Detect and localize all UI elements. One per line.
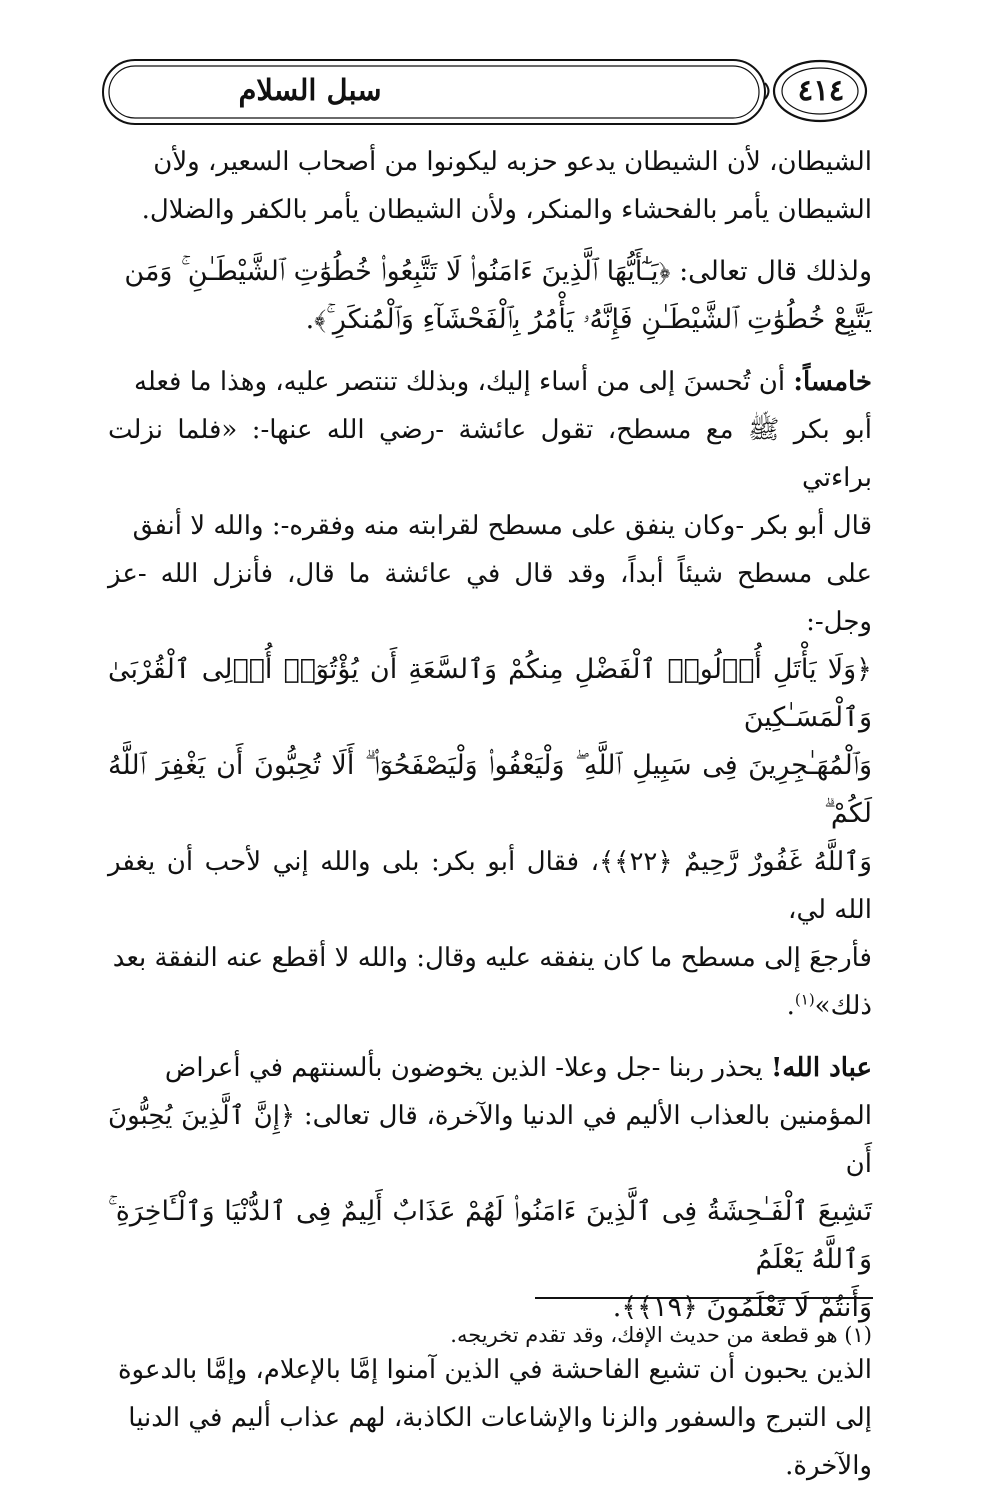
text-span: يحذر ربنا -جل وعلا- الذين يخوضون بألسنتهم في أعراض bbox=[164, 1053, 771, 1083]
footnote-separator bbox=[535, 1297, 873, 1299]
section-lead: خامساً: bbox=[793, 367, 872, 397]
text-line: تَشِيعَ ٱلْفَـٰحِشَةُ فِى ٱلَّذِينَ ءَامَنُوا۟ لَهُمْ عَذَابٌ أَلِيمٌ فِى ٱلدُّنْيَا وَٱلْـَٔاخِرَةِ ۚ وَٱللَّهُ يَعْلَمُ bbox=[108, 1196, 872, 1275]
main-text bbox=[108, 138, 872, 1504]
text-line: ولذلك قال تعالى: ﴿يَـٰٓأَيُّهَا ٱلَّذِينَ ءَامَنُوا۟ لَا تَتَّبِعُوا۟ خُطُوَٰتِ ٱلشَّيْطَـٰنِ ۚ وَمَن bbox=[124, 256, 872, 287]
book-title: سبل السلام bbox=[238, 73, 382, 107]
paragraph-2-quran-verse bbox=[108, 248, 872, 344]
text-line: الشيطان، لأن الشيطان يدعو حزبه ليكونوا من أصحاب السعير، ولأن bbox=[153, 147, 872, 177]
text-line: الشيطان يأمر بالفحشاء والمنكر، ولأن الشيطان يأمر بالكفر والضلال. bbox=[141, 195, 872, 225]
text-line: الذين يحبون أن تشيع الفاحشة في الذين آمنوا إمَّا بالإعلام، وإمَّا بالدعوة bbox=[117, 1355, 872, 1385]
text-span: ذلك» bbox=[814, 991, 872, 1021]
text-line: وَٱلْمُهَـٰجِرِينَ فِى سَبِيلِ ٱللَّهِ ۖ وَلْيَعْفُوا۟ وَلْيَصْفَحُوٓا۟ ۗ أَلَا تُحِبُّونَ أَن يَغْفِرَ ٱللَّهُ لَكُمْ ۗ bbox=[108, 750, 872, 829]
footnote: (١) هو قطعة من حديث الإفك، وقد تقدم تخريجه. bbox=[450, 1323, 872, 1347]
text-line: المؤمنين بالعذاب الأليم في الدنيا والآخرة، قال تعالى: ﴿إِنَّ ٱلَّذِينَ يُحِبُّونَ أَن bbox=[108, 1101, 872, 1179]
text-span: أن تُحسنَ إلى من أساء إليك، وبذلك تنتصر عليه، وهذا ما فعله bbox=[133, 367, 794, 397]
paragraph-5 bbox=[108, 1346, 872, 1490]
page-header bbox=[100, 50, 870, 134]
paragraph-1 bbox=[108, 138, 872, 234]
text-line: على مسطح شيئاً أبداً، وقد قال في عائشة ما قال، فأنزل الله -عز وجل-: bbox=[108, 559, 872, 637]
text-line: قال أبو بكر -وكان ينفق على مسطح لقرابته منه وفقره-: والله لا أنفق bbox=[132, 511, 872, 541]
paragraph-3: خامساً: أن تُحسنَ إلى من أساء إليك، وبذلك تنتصر عليه، وهذا ما فعله أبو بكر ﷺ مع مسطح، تقول عائشة -رضي الله عنها-: «فلما نزلت براءتي قال أبو بكر -وكان ينفق على مسطح لقرابته منه وفقره-: والله لا أنفق على مسطح شيئاً أبداً، وقد قال في عائشة ما قال، فأنزل الله -عز وجل-: ﴿وَلَا يَأْتَلِ أُو۟لُوا۟ ٱلْفَضْلِ مِنكُمْ وَٱلسَّعَةِ أَن يُؤْتُوٓا۟ أُو۟لِى ٱلْقُرْبَىٰ وَٱلْمَسَـٰكِينَ وَٱلْمُهَـٰجِرِينَ فِى سَبِيلِ ٱللَّهِ ۖ وَلْيَعْفُوا۟ وَلْيَصْفَحُوٓا۟ ۗ أَلَا تُحِبُّونَ أَن يَغْفِرَ ٱللَّهُ لَكُمْ ۗ وَٱللَّهُ غَفُورٌ رَّحِيمٌ ﴿٢٢﴾﴾، فقال أبو بكر: بلى والله إني لأحب أن يغفر الله لي، فأرجعَ إلى مسطح ما كان ينفقه عليه وقال: والله لا أقطع عنه النفقة بعد ذلك»$^{(١)}$. bbox=[108, 367, 872, 1021]
text-line: وَأَنتُمْ لَا تَعْلَمُونَ ﴿١٩﴾﴾. bbox=[612, 1292, 872, 1323]
section-lead: عباد الله! bbox=[770, 1053, 872, 1083]
paragraph-4 bbox=[108, 1044, 872, 1332]
footnote-reference[interactable]: (١) bbox=[794, 990, 815, 1009]
page-number: ٤١٤ bbox=[797, 73, 845, 107]
text-line: إلى التبرج والسفور والزنا والإشاعات الكاذبة، لهم عذاب أليم في الدنيا bbox=[128, 1403, 872, 1433]
text-line: ﴿وَلَا يَأْتَلِ أُو۟لُوا۟ ٱلْفَضْلِ مِنكُمْ وَٱلسَّعَةِ أَن يُؤْتُوٓا۟ أُو۟لِى ٱلْقُرْبَىٰ وَٱلْمَسَـٰكِينَ bbox=[108, 654, 872, 733]
text-line: وَٱللَّهُ غَفُورٌ رَّحِيمٌ ﴿٢٢﴾﴾، فقال أبو بكر: بلى والله إني لأحب أن يغفر الله لي، bbox=[108, 847, 872, 925]
text-line: أبو بكر ﷺ مع مسطح، تقول عائشة -رضي الله عنها-: «فلما نزلت براءتي bbox=[108, 415, 872, 493]
text-line: والآخرة. bbox=[785, 1451, 872, 1481]
text-line: يَتَّبِعْ خُطُوَٰتِ ٱلشَّيْطَـٰنِ فَإِنَّهُۥ يَأْمُرُ بِٱلْفَحْشَآءِ وَٱلْمُنكَرِ ۚ﴾. bbox=[305, 304, 872, 335]
text-line: فأرجعَ إلى مسطح ما كان ينفقه عليه وقال: والله لا أقطع عنه النفقة بعد bbox=[112, 943, 872, 973]
